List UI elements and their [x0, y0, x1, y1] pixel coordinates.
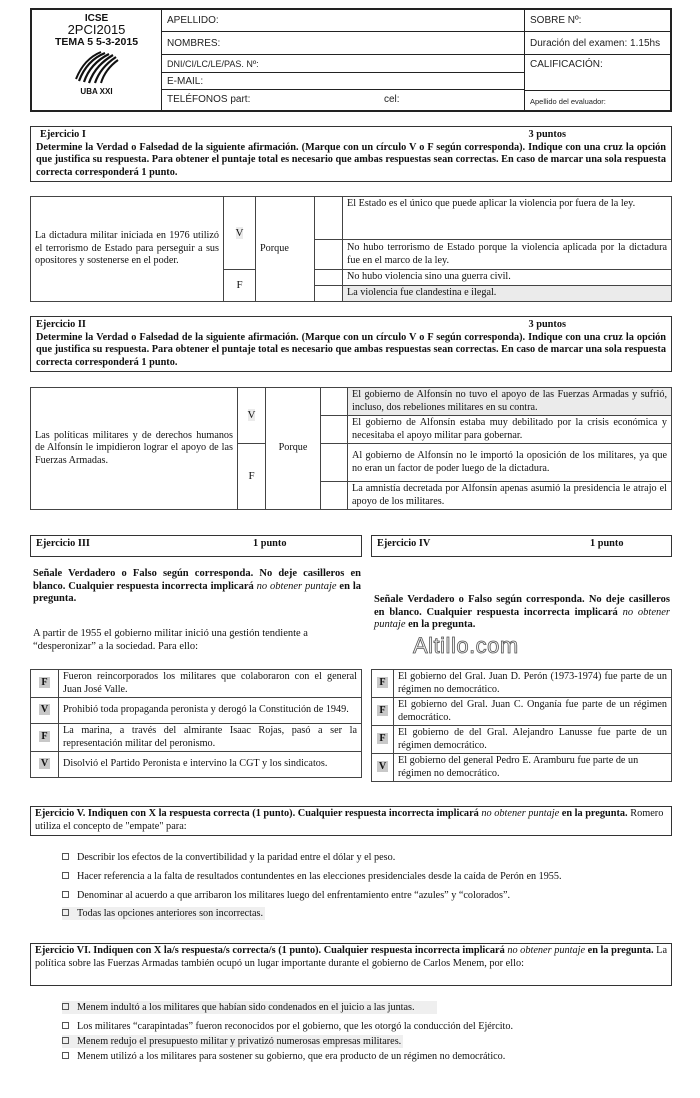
- ex1-porque: Porque: [256, 197, 315, 302]
- ex2-instructions-box: [30, 316, 672, 372]
- ex2-v-label: V: [247, 409, 256, 422]
- checkbox-icon[interactable]: [62, 891, 69, 898]
- ex5-option-2-label: Hacer referencia a la falta de resultados contundentes en las elecciones presidenciales desde la caída de Perón en 1955.: [77, 871, 562, 882]
- ex3-title-box: [30, 535, 362, 557]
- ex2-checkbox-3[interactable]: [321, 444, 348, 482]
- ex4-title-box: [371, 535, 672, 557]
- ex5-option-4-label: Todas las opciones anteriores son incorrectas.: [77, 908, 263, 919]
- ex4-row-2: El gobierno del Gral. Juan C. Onganía fue parte de un régimen democrático.: [394, 698, 672, 726]
- ex1-option-4: La violencia fue clandestina e ilegal.: [343, 286, 672, 302]
- evaluador-field[interactable]: Apellido del evaluador:: [525, 90, 670, 110]
- ex2-statement: Las políticas militares y de derechos humanos de Alfonsín le impidieron lograr el apoyo de las Fuerzas Armadas.: [31, 388, 238, 510]
- ex3-intro: A partir de 1955 el gobierno militar inició una gestión tendiente a “desperonizar” a la sociedad. Para ello:: [33, 628, 308, 652]
- ex6-head-a: Ejercicio VI. Indiquen con X la/s respuesta/s correcta/s (1 punto). Cualquier respuesta incorrecta implicará: [35, 945, 508, 956]
- ex6-option-1[interactable]: [62, 1001, 437, 1014]
- ex2-v-option[interactable]: [238, 388, 266, 444]
- ex3-instructions: [33, 568, 361, 606]
- ex2-checkbox-2[interactable]: [321, 416, 348, 444]
- ex5-head-b: en la pregunta.: [559, 808, 628, 819]
- exam-code: 2PCI2015: [67, 22, 126, 37]
- ex6-head-em: no obtener puntaje: [507, 945, 586, 956]
- ex2-checkbox-4[interactable]: [321, 482, 348, 510]
- apellido-field[interactable]: APELLIDO:: [162, 10, 524, 32]
- ex3-mark-1[interactable]: [31, 670, 59, 698]
- ex4-instr-b: en la pregunta.: [405, 619, 476, 630]
- ex4-row-1: El gobierno del Gral. Juan D. Perón (1973-1974) fue parte de un régimen no democrático.: [394, 670, 672, 698]
- ex6-option-1-label: Menem indultó a los militares que habían sido condenados en el juicio a las juntas.: [77, 1002, 415, 1013]
- ex1-checkbox-2[interactable]: [315, 240, 343, 270]
- ex4-mark-2[interactable]: [372, 698, 394, 726]
- ex4-mark-1[interactable]: [372, 670, 394, 698]
- ex6-option-4-label: Menem utilizó a los militares para sostener su gobierno, que era producto de un régimen no democrático.: [77, 1051, 506, 1062]
- ex5-option-4[interactable]: [62, 907, 265, 920]
- ex6-option-3-label: Menem redujo el presupuesto militar y privatizó numerosas empresas militares.: [77, 1036, 402, 1047]
- checkbox-icon[interactable]: [62, 853, 69, 860]
- institution-label: ICSE: [84, 13, 109, 24]
- ex3-mark-3-label: F: [41, 731, 48, 743]
- ex1-option-1: El Estado es el único que puede aplicar la violencia por fuera de la ley.: [343, 197, 672, 240]
- email-field[interactable]: E-MAIL:: [162, 73, 524, 90]
- exam-header: [30, 8, 672, 112]
- ex2-option-3: Al gobierno de Alfonsín no le importó la oposición de los militares, ya que no eran un factor de poder luego de la dictadura.: [348, 444, 672, 482]
- ex1-checkbox-4[interactable]: [315, 286, 343, 302]
- ex1-checkbox-3[interactable]: [315, 270, 343, 286]
- ex2-table: [30, 387, 672, 510]
- ex1-instructions-box: [30, 126, 672, 182]
- nombres-field[interactable]: NOMBRES:: [162, 32, 524, 55]
- ex5-head-c: Romero utiliza el concepto de "empate" para:: [35, 808, 664, 832]
- ex3-mark-1-label: F: [41, 677, 48, 689]
- ex1-instructions: Determine la Verdad o Falsedad de la siguiente afirmación. (Marque con un círculo V o F según corresponda). Indique con una cruz la opción que justifica su respuesta. Para obtener el puntaje total es necesario que ambas respuestas sean correctas. En caso de marcar una sola respuesta correcta corresponderá 1 punto.: [36, 141, 666, 178]
- exam-info: [525, 10, 670, 110]
- ex1-f-option[interactable]: F: [224, 270, 256, 302]
- ex2-instructions: Determine la Verdad o Falsedad de la siguiente afirmación. (Marque con un círculo V o F según corresponda). Indique con una cruz la opción que justifica su respuesta. Para obtener el puntaje total es necesario que ambas respuestas sean correctas. En caso de marcar una sola respuesta correcta corresponderá 1 punto.: [36, 331, 666, 368]
- ex6-header-box: [30, 943, 672, 986]
- student-fields: [162, 10, 525, 110]
- ex6-option-2[interactable]: [62, 1021, 513, 1032]
- ex3-mark-2-label: V: [40, 704, 49, 716]
- ex3-row-2: Prohibió toda propaganda peronista y derogó la Constitución de 1949.: [59, 698, 362, 724]
- ex5-header-box: [30, 806, 672, 836]
- ex5-option-3-label: Denominar al acuerdo a que arribaron los militares luego del enfrentamiento entre “azules” y “colorados”.: [77, 890, 511, 901]
- ex4-instructions: [374, 594, 670, 632]
- checkbox-icon[interactable]: [62, 1022, 69, 1029]
- ex4-instr-a: Señale Verdadero o Falso según corresponda. No deje casilleros en blanco. Cualquier respuesta incorrecta implicará: [374, 594, 670, 618]
- altillo-watermark: Altillo.com: [413, 633, 519, 658]
- ex4-mark-3[interactable]: [372, 726, 394, 754]
- tema-label: TEMA 5 5-3-2015: [54, 36, 139, 48]
- ex2-f-option[interactable]: F: [238, 444, 266, 510]
- checkbox-icon[interactable]: [62, 872, 69, 879]
- ex1-option-2: No hubo terrorismo de Estado porque la violencia aplicada por la dictadura fue en el marco de la ley.: [343, 240, 672, 270]
- ex3-instr-em: no obtener puntaje: [256, 580, 337, 592]
- checkbox-icon[interactable]: [62, 1037, 69, 1044]
- ex3-title: Ejercicio III: [36, 538, 90, 549]
- checkbox-icon[interactable]: [62, 1003, 69, 1010]
- ex3-instr-b: en la pregunta.: [33, 580, 361, 604]
- ex4-mark-4[interactable]: [372, 754, 394, 782]
- ex2-points: 3 puntos: [528, 319, 566, 330]
- ex1-title: Ejercicio I: [40, 129, 86, 140]
- ex3-mark-4-label: V: [40, 758, 49, 770]
- ex2-option-2: El gobierno de Alfonsín estaba muy debilitado por la crisis económica y necesitaba el apoyo militar para gobernar.: [348, 416, 672, 444]
- ex1-points: 3 puntos: [528, 129, 566, 140]
- ex3-table: [30, 669, 362, 778]
- ex4-points: 1 punto: [590, 538, 624, 549]
- ex6-option-4[interactable]: [62, 1051, 505, 1062]
- ex4-instr-em: no obtener puntaje: [374, 606, 670, 630]
- duracion-label: Duración del examen: 1.15hs: [525, 32, 670, 55]
- ex1-table: [30, 196, 672, 302]
- ex1-option-3: No hubo violencia sino una guerra civil.: [343, 270, 672, 286]
- ex3-mark-2[interactable]: [31, 698, 59, 724]
- ex6-head-c: La política sobre las Fuerzas Armadas también ocupó un lugar importante durante el gobierno de Carlos Menem, por ello:: [35, 945, 668, 969]
- sobre-field[interactable]: SOBRE Nº:: [525, 10, 670, 32]
- ex1-v-label: V: [235, 226, 244, 239]
- telefonos-label: TELÉFONOS part:: [167, 94, 251, 105]
- ex6-option-3[interactable]: [62, 1035, 403, 1048]
- calificacion-field[interactable]: CALIFICACIÓN:: [530, 59, 603, 70]
- ex4-title: Ejercicio IV: [377, 538, 431, 549]
- ex3-row-3: La marina, a través del almirante Isaac Rojas, pasó a ser la representación militar del peronismo.: [59, 724, 362, 752]
- ex5-option-3[interactable]: [62, 890, 510, 901]
- checkbox-icon[interactable]: [62, 1052, 69, 1059]
- ex4-row-4: El gobierno del general Pedro E. Aramburu fue parte de un régimen no democrático.: [394, 754, 672, 782]
- checkbox-icon[interactable]: [62, 909, 69, 916]
- logo-block: [32, 10, 162, 110]
- ex2-porque: Porque: [266, 388, 321, 510]
- ex4-mark-2-label: F: [379, 705, 386, 717]
- ex3-mark-3[interactable]: [31, 724, 59, 752]
- ex3-points: 1 punto: [253, 538, 287, 549]
- ex5-option-1[interactable]: [62, 852, 395, 863]
- ex4-table: [371, 669, 672, 782]
- ex1-checkbox-1[interactable]: [315, 197, 343, 240]
- telefonos-field[interactable]: [162, 90, 524, 110]
- ex4-row-3: El gobierno de del Gral. Alejandro Lanusse fue parte de un régimen democrático.: [394, 726, 672, 754]
- ex4-mark-1-label: F: [379, 677, 386, 689]
- ex3-mark-4[interactable]: [31, 752, 59, 778]
- ex6-head-b: en la pregunta.: [585, 945, 654, 956]
- ex2-option-4: La amnistía decretada por Alfonsín apenas asumió la presidencia le atrajo el apoyo de los militares.: [348, 482, 672, 510]
- ex5-option-2[interactable]: [62, 871, 562, 882]
- ex4-mark-4-label: V: [378, 761, 387, 773]
- ex2-checkbox-1[interactable]: [321, 388, 348, 416]
- ex2-title: Ejercicio II: [36, 319, 86, 330]
- ex3-row-4: Disolvió el Partido Peronista e intervino la CGT y los sindicatos.: [59, 752, 362, 778]
- uba-logo-icon: [75, 51, 119, 85]
- ex1-v-option[interactable]: [224, 197, 256, 270]
- ex5-option-1-label: Describir los efectos de la convertibilidad y la paridad entre el dólar y el peso.: [77, 852, 396, 863]
- cel-label: cel:: [384, 94, 400, 105]
- ex1-statement: La dictadura militar iniciada en 1976 utilizó el terrorismo de Estado para perseguir a sus opositores y sostenerse en el poder.: [31, 197, 224, 302]
- ex5-head-a: Ejercicio V. Indiquen con X la respuesta correcta (1 punto). Cualquier respuesta incorrecta implicará: [35, 808, 482, 819]
- ex3-instr-a: Señale Verdadero o Falso según corresponda. No deje casilleros en blanco. Cualquier respuesta incorrecta implicará: [33, 568, 361, 592]
- ex3-row-1: Fueron reincorporados los militares que colaboraron con el general Juan José Valle.: [59, 670, 362, 698]
- ex5-head-em: no obtener puntaje: [481, 808, 560, 819]
- logo-label: UBA XXI: [80, 87, 113, 96]
- dni-field[interactable]: DNI/CI/LC/LE/PAS. Nº:: [162, 55, 524, 73]
- ex4-mark-3-label: F: [379, 733, 386, 745]
- ex6-option-2-label: Los militares “carapintadas” fueron reconocidos por el gobierno, que les otorgó la conducción del Ejército.: [77, 1021, 514, 1032]
- ex2-option-1: El gobierno de Alfonsín no tuvo el apoyo de las Fuerzas Armadas y sufrió, incluso, dos rebeliones militares en su contra.: [348, 388, 672, 416]
